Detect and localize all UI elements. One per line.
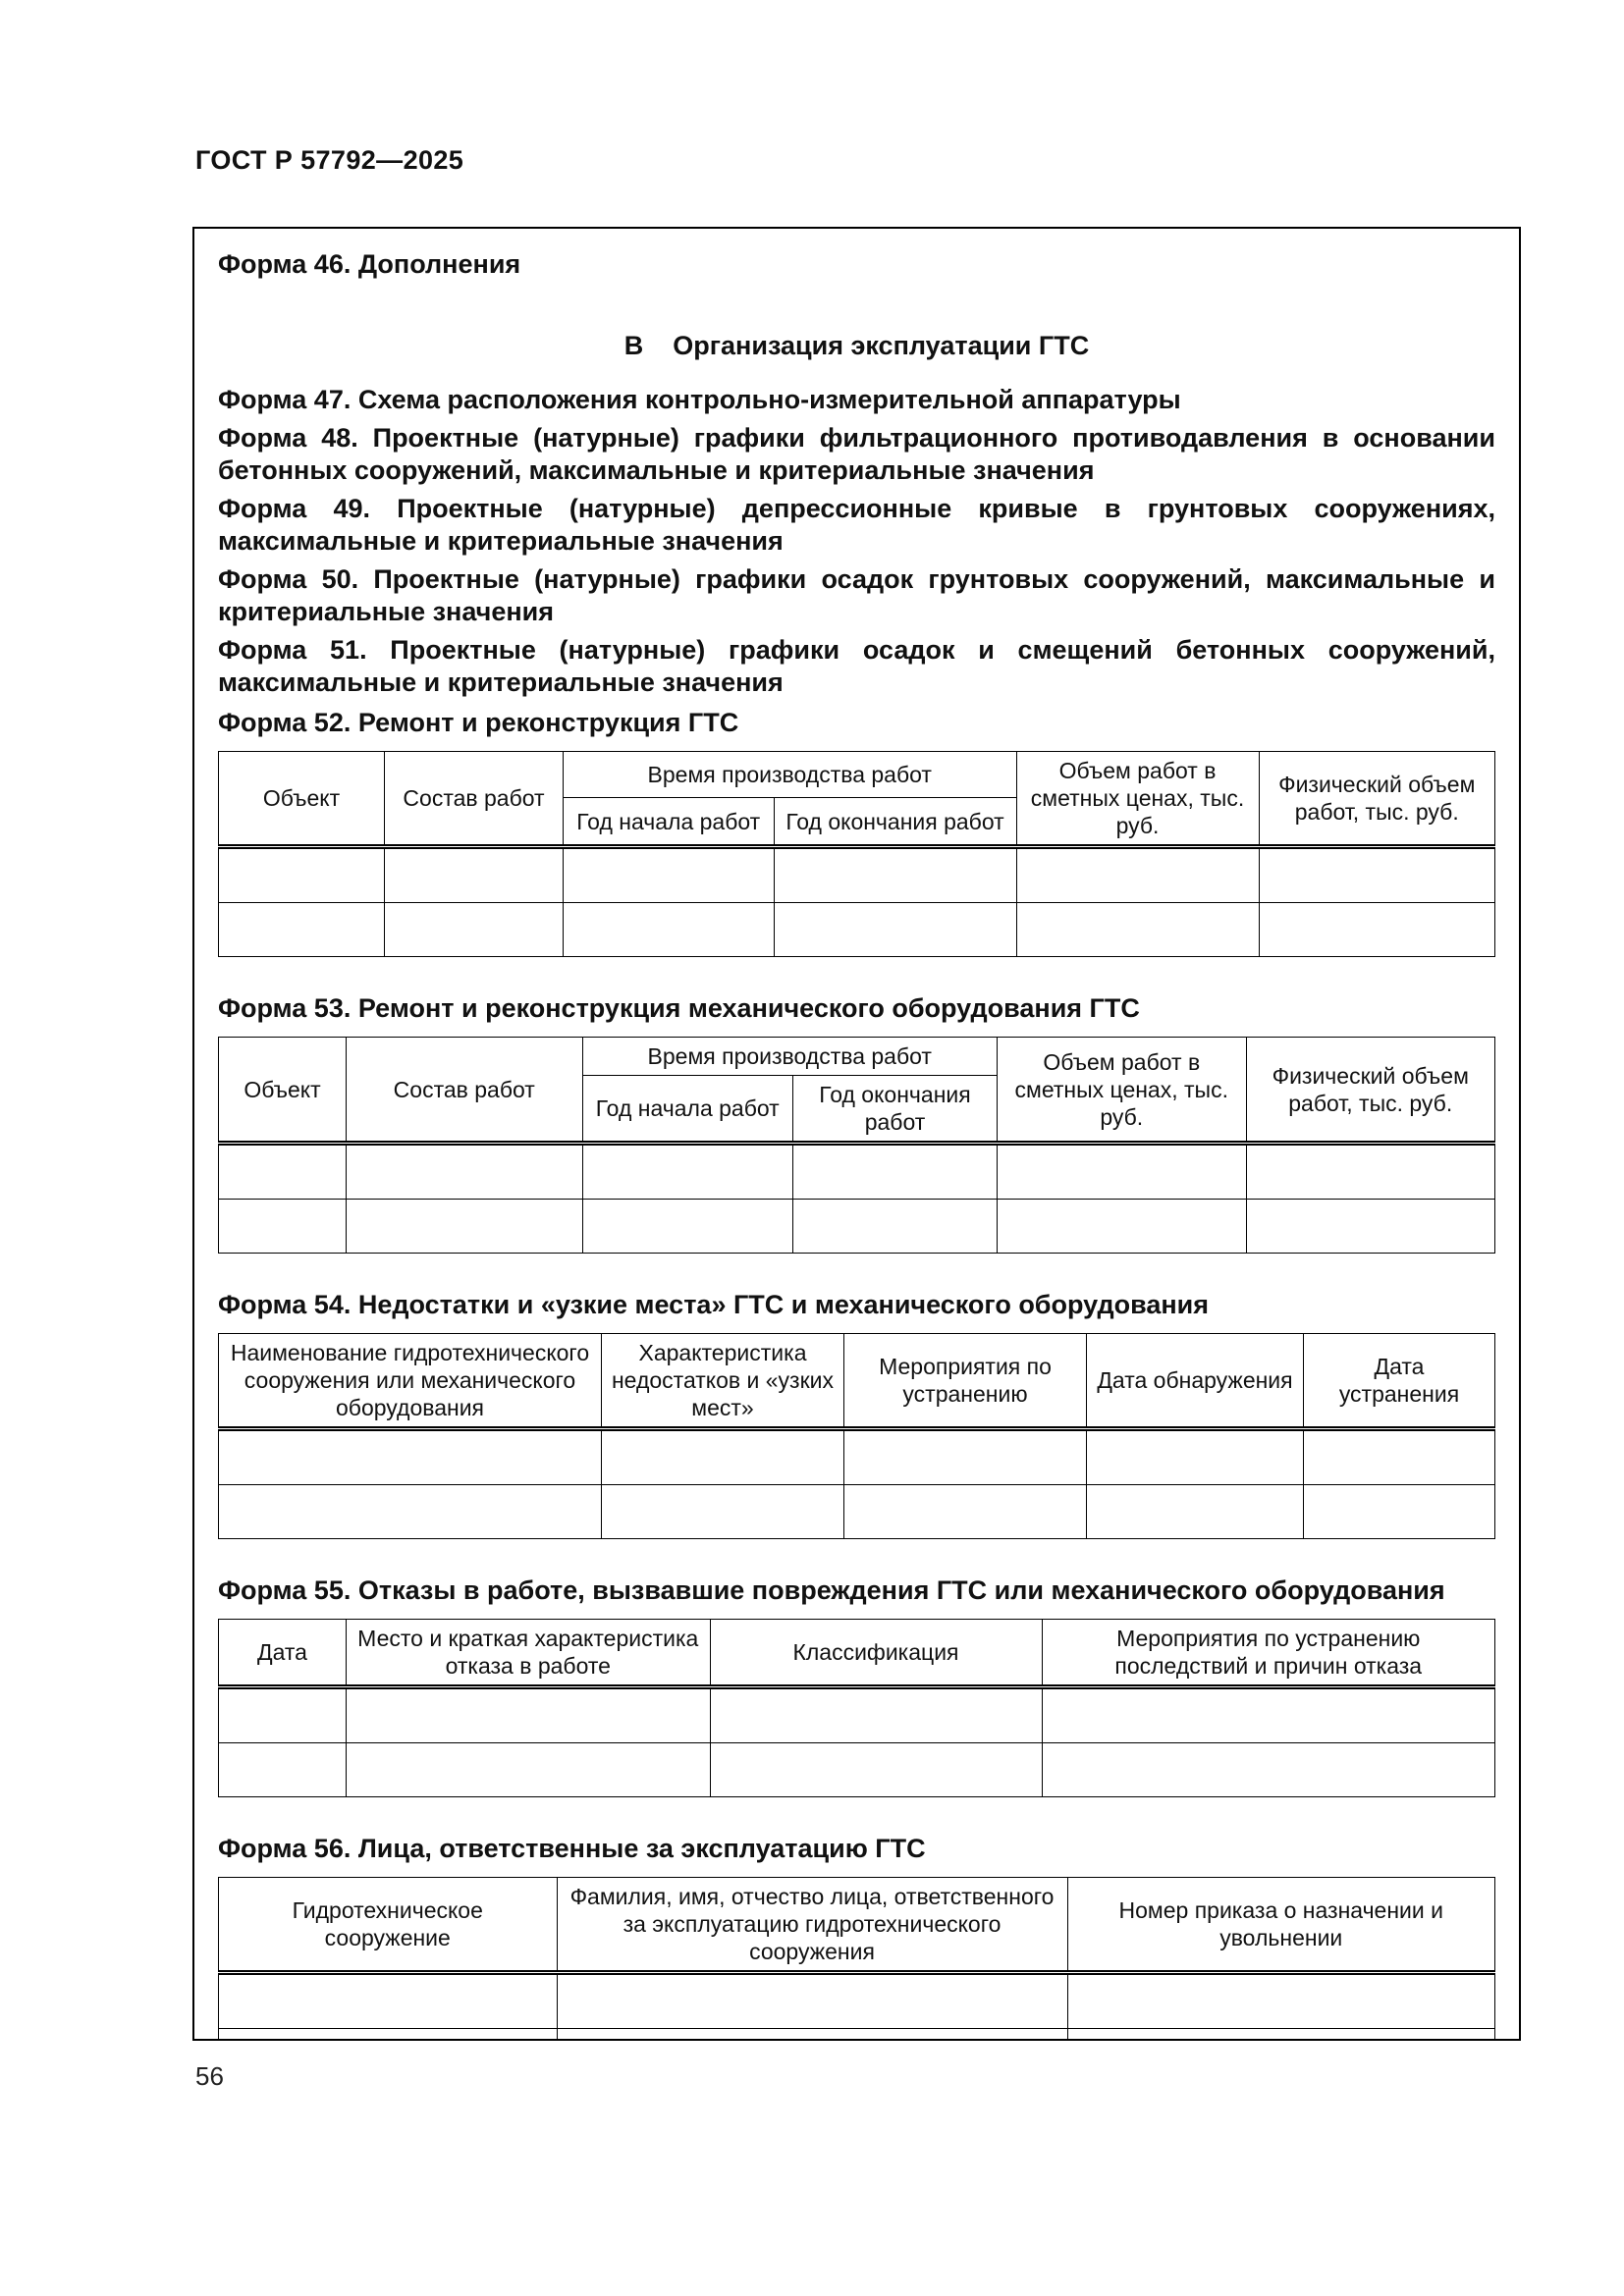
col-header-failure-measures: Мероприятия по устранению последствий и причин отказа — [1042, 1620, 1495, 1687]
empty-cell — [1016, 847, 1259, 903]
form-53-table-head — [219, 1038, 1495, 1144]
empty-cell — [1304, 1485, 1495, 1539]
col-header-failure-place: Место и краткая характеристика отказа в работе — [347, 1620, 711, 1687]
form-52-table — [218, 751, 1495, 957]
empty-cell — [998, 1144, 1247, 1200]
empty-cell — [564, 847, 775, 903]
col-header-volume: Объем работ в сметных ценах, тыс. руб. — [1016, 752, 1259, 847]
empty-cell — [710, 1743, 1042, 1797]
empty-cell — [1087, 1429, 1304, 1485]
empty-cell — [219, 847, 385, 903]
form-56-table-body — [219, 1973, 1495, 2042]
header-row — [219, 1878, 1495, 1973]
empty-cell — [219, 2029, 558, 2042]
empty-cell — [793, 1144, 998, 1200]
empty-cell — [844, 1485, 1087, 1539]
doc-code: ГОСТ Р 57792—2025 — [195, 145, 464, 175]
col-header-date-fixed: Дата устранения — [1304, 1334, 1495, 1429]
col-header-year-end: Год окончания работ — [793, 1076, 998, 1144]
heading-form-48: Форма 48. Проектные (натурные) графики фильтрационного противодавления в основании бетонных сооружений, максимальные и критериальные значения — [218, 423, 1495, 485]
heading-form-51: Форма 51. Проектные (натурные) графики осадок и смещений бетонных сооружений, максимальные и критериальные значения — [218, 635, 1495, 697]
section-title: Организация эксплуатации ГТС — [673, 331, 1090, 360]
heading-form-56: Форма 56. Лица, ответственные за эксплуатацию ГТС — [218, 1834, 926, 1863]
form-55-table-body — [219, 1687, 1495, 1797]
form-56-table-head — [219, 1878, 1495, 1973]
empty-cell — [998, 1200, 1247, 1254]
form-55-table — [218, 1619, 1495, 1797]
empty-cell — [219, 1429, 602, 1485]
form-53-table — [218, 1037, 1495, 1254]
empty-cell — [385, 903, 564, 957]
empty-row — [219, 1973, 1495, 2029]
empty-cell — [582, 1200, 793, 1254]
page-number: 56 — [195, 2061, 224, 2091]
heading-form-52: Форма 52. Ремонт и реконструкция ГТС — [218, 708, 739, 737]
col-header-measures: Мероприятия по устранению — [844, 1334, 1087, 1429]
empty-cell — [602, 1429, 844, 1485]
empty-row — [219, 1200, 1495, 1254]
form-56-table — [218, 1877, 1495, 2041]
empty-row — [219, 903, 1495, 957]
empty-cell — [1246, 1200, 1495, 1254]
empty-cell — [1259, 903, 1495, 957]
header-row — [219, 1334, 1495, 1429]
col-header-year-end: Год окончания работ — [774, 798, 1016, 847]
empty-row — [219, 847, 1495, 903]
col-header-physical: Физический объем работ, тыс. руб. — [1259, 752, 1495, 847]
col-header-hydro-structure: Гидротехническое сооружение — [219, 1878, 558, 1973]
empty-cell — [219, 1973, 558, 2029]
empty-cell — [602, 1485, 844, 1539]
empty-cell — [1042, 1743, 1495, 1797]
form-54-table — [218, 1333, 1495, 1539]
empty-row — [219, 1485, 1495, 1539]
col-header-time: Время производства работ — [582, 1038, 998, 1076]
form-54-table-body — [219, 1429, 1495, 1539]
empty-row — [219, 1687, 1495, 1743]
empty-cell — [219, 1743, 347, 1797]
empty-cell — [219, 1485, 602, 1539]
empty-cell — [774, 903, 1016, 957]
heading-form-55: Форма 55. Отказы в работе, вызвавшие повреждения ГТС или механического оборудования — [218, 1575, 1445, 1605]
col-header-object: Объект — [219, 1038, 347, 1144]
empty-row — [219, 2029, 1495, 2042]
empty-cell — [1246, 1144, 1495, 1200]
content-frame — [192, 227, 1521, 2041]
col-header-classification: Классификация — [710, 1620, 1042, 1687]
heading-form-49: Форма 49. Проектные (натурные) депрессионные кривые в грунтовых сооружениях, максимальные и критериальные значения — [218, 494, 1495, 556]
empty-cell — [219, 903, 385, 957]
col-header-date: Дата — [219, 1620, 347, 1687]
col-header-responsible-person: Фамилия, имя, отчество лица, ответственного за эксплуатацию гидротехнического сооружения — [557, 1878, 1067, 1973]
header-row — [219, 1620, 1495, 1687]
empty-cell — [219, 1144, 347, 1200]
col-header-works: Состав работ — [385, 752, 564, 847]
empty-cell — [793, 1200, 998, 1254]
empty-cell — [385, 847, 564, 903]
empty-cell — [1067, 1973, 1495, 2029]
col-header-volume: Объем работ в сметных ценах, тыс. руб. — [998, 1038, 1247, 1144]
empty-cell — [1042, 1687, 1495, 1743]
col-header-physical: Физический объем работ, тыс. руб. — [1246, 1038, 1495, 1144]
heading-section-b — [218, 330, 1495, 362]
empty-row — [219, 1144, 1495, 1200]
empty-cell — [710, 1687, 1042, 1743]
empty-cell — [564, 903, 775, 957]
form-55-table-head — [219, 1620, 1495, 1687]
empty-cell — [1304, 1429, 1495, 1485]
empty-cell — [582, 1144, 793, 1200]
empty-cell — [347, 1687, 711, 1743]
heading-form-47: Форма 47. Схема расположения контрольно-измерительной аппаратуры — [218, 385, 1181, 414]
heading-form-46: Форма 46. Дополнения — [218, 249, 521, 279]
empty-cell — [219, 1200, 347, 1254]
heading-form-53: Форма 53. Ремонт и реконструкция механического оборудования ГТС — [218, 993, 1140, 1023]
empty-cell — [844, 1429, 1087, 1485]
heading-form-54: Форма 54. Недостатки и «узкие места» ГТС и механического оборудования — [218, 1290, 1210, 1319]
form-54-table-head — [219, 1334, 1495, 1429]
header-row — [219, 1038, 1495, 1076]
empty-row — [219, 1743, 1495, 1797]
col-header-date-found: Дата обнаружения — [1087, 1334, 1304, 1429]
empty-cell — [1016, 903, 1259, 957]
form-53-table-body — [219, 1144, 1495, 1254]
col-header-order-number: Номер приказа о назначении и увольнении — [1067, 1878, 1495, 1973]
empty-cell — [347, 1144, 583, 1200]
col-header-time: Время производства работ — [564, 752, 1017, 798]
empty-cell — [1087, 1485, 1304, 1539]
col-header-defects: Характеристика недостатков и «узких мест» — [602, 1334, 844, 1429]
empty-cell — [557, 2029, 1067, 2042]
col-header-year-start: Год начала работ — [582, 1076, 793, 1144]
empty-cell — [774, 847, 1016, 903]
empty-cell — [557, 1973, 1067, 2029]
heading-form-50: Форма 50. Проектные (натурные) графики осадок грунтовых сооружений, максимальные и критериальные значения — [218, 564, 1495, 626]
empty-cell — [347, 1200, 583, 1254]
col-header-object: Объект — [219, 752, 385, 847]
form-52-table-head — [219, 752, 1495, 847]
empty-cell — [219, 1687, 347, 1743]
col-header-works: Состав работ — [347, 1038, 583, 1144]
col-header-year-start: Год начала работ — [564, 798, 775, 847]
section-letter: В — [623, 331, 644, 360]
empty-cell — [1259, 847, 1495, 903]
header-row — [219, 752, 1495, 798]
col-header-structure-name: Наименование гидротехнического сооружения или механического оборудования — [219, 1334, 602, 1429]
empty-row — [219, 1429, 1495, 1485]
empty-cell — [1067, 2029, 1495, 2042]
form-52-table-body — [219, 847, 1495, 957]
empty-cell — [347, 1743, 711, 1797]
